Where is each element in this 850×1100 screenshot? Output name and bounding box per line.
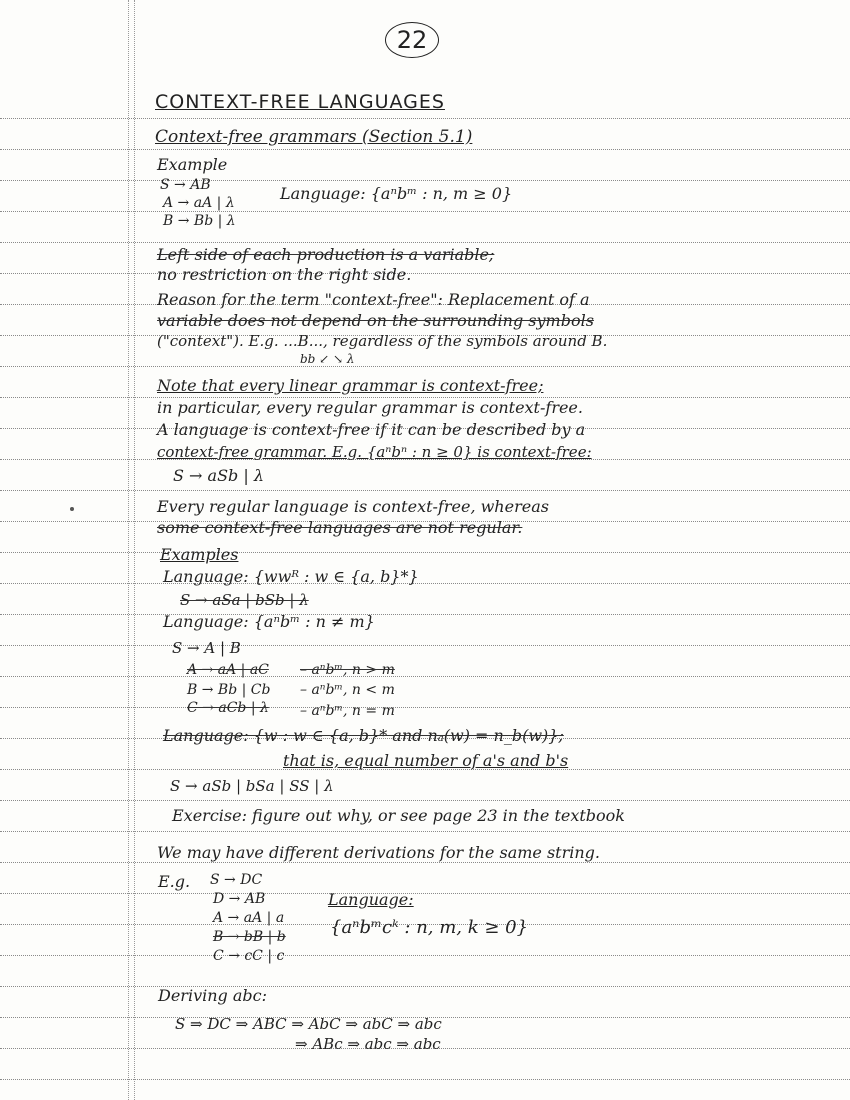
language-definition: Language: {w : w ∈ {a, b}* and nₐ(w) = n_b(w)}; bbox=[163, 726, 564, 745]
rule-annotation: – aⁿbᵐ, n = m bbox=[300, 703, 395, 719]
grammar-rule: B → bB | b bbox=[213, 929, 286, 945]
grammar-rule: S → DC bbox=[210, 872, 263, 888]
language-explanation: that is, equal number of a's and b's bbox=[283, 751, 569, 770]
grammar-rule: S → aSb | λ bbox=[173, 466, 264, 485]
note-line: in particular, every regular grammar is context-free. bbox=[157, 398, 583, 417]
note-line: no restriction on the right side. bbox=[157, 265, 412, 284]
deriving-label: Deriving abc: bbox=[158, 986, 267, 1005]
derivation-line: ⇒ ABc ⇒ abc ⇒ abc bbox=[295, 1035, 441, 1053]
eg-label: E.g. bbox=[158, 872, 191, 891]
page-number: 22 bbox=[385, 22, 439, 58]
margin-line bbox=[134, 0, 135, 1100]
rule-annotation: – aⁿbᵐ, n > m bbox=[300, 662, 395, 678]
grammar-rule: A → aA | a bbox=[213, 910, 285, 926]
derivation-intro: We may have different derivations for the same string. bbox=[157, 843, 600, 862]
note-line: context-free grammar. E.g. {aⁿbⁿ : n ≥ 0} is context-free: bbox=[157, 443, 592, 461]
language-definition: Language: {wwᴿ : w ∈ {a, b}*} bbox=[163, 567, 419, 586]
grammar-rule: S → aSb | bSa | SS | λ bbox=[170, 777, 334, 795]
example-label: Example bbox=[157, 155, 228, 174]
language-definition: Language: {aⁿbᵐ : n, m ≥ 0} bbox=[280, 184, 513, 203]
grammar-rule: A → aA | λ bbox=[163, 195, 235, 211]
rule-annotation: – aⁿbᵐ, n < m bbox=[300, 682, 395, 698]
examples-label: Examples bbox=[160, 545, 239, 564]
note-line: A language is context-free if it can be described by a bbox=[157, 420, 586, 439]
language-label: Language: bbox=[328, 890, 414, 909]
derivation-line: S ⇒ DC ⇒ ABC ⇒ AbC ⇒ abC ⇒ abc bbox=[175, 1015, 442, 1033]
grammar-rule: S → aSa | bSb | λ bbox=[180, 591, 309, 609]
statement-line: some context-free languages are not regular. bbox=[157, 518, 523, 537]
reason-line: Reason for the term "context-free": Replacement of a bbox=[157, 290, 590, 309]
note-line: Note that every linear grammar is context-free; bbox=[157, 376, 544, 395]
reason-line: variable does not depend on the surrounding symbols bbox=[157, 311, 594, 330]
statement-line: Every regular language is context-free, whereas bbox=[157, 497, 549, 516]
language-definition: {aⁿbᵐcᵏ : n, m, k ≥ 0} bbox=[330, 917, 529, 938]
ink-dot bbox=[70, 507, 74, 511]
language-definition: Language: {aⁿbᵐ : n ≠ m} bbox=[163, 612, 375, 631]
note-line: Left side of each production is a variable; bbox=[157, 245, 495, 264]
grammar-rule: D → AB bbox=[213, 891, 266, 907]
substitution-annotation: bb ↙ ↘ λ bbox=[300, 352, 355, 366]
grammar-rule: C → aCb | λ bbox=[187, 700, 269, 716]
grammar-rule: C → cC | c bbox=[213, 948, 285, 964]
grammar-rule: S → AB bbox=[160, 177, 211, 193]
exercise-line: Exercise: figure out why, or see page 23 in the textbook bbox=[172, 806, 625, 825]
page-title: CONTEXT-FREE LANGUAGES bbox=[155, 91, 445, 113]
reason-line: ("context"). E.g. ...B..., regardless of the symbols around B. bbox=[157, 332, 608, 350]
grammar-rule: A → aA | aC bbox=[187, 662, 269, 678]
grammar-rule: S → A | B bbox=[172, 639, 241, 657]
section-heading: Context-free grammars (Section 5.1) bbox=[155, 127, 473, 147]
grammar-rule: B → Bb | λ bbox=[163, 213, 236, 229]
grammar-rule: B → Bb | Cb bbox=[187, 682, 271, 698]
margin-line bbox=[128, 0, 129, 1100]
